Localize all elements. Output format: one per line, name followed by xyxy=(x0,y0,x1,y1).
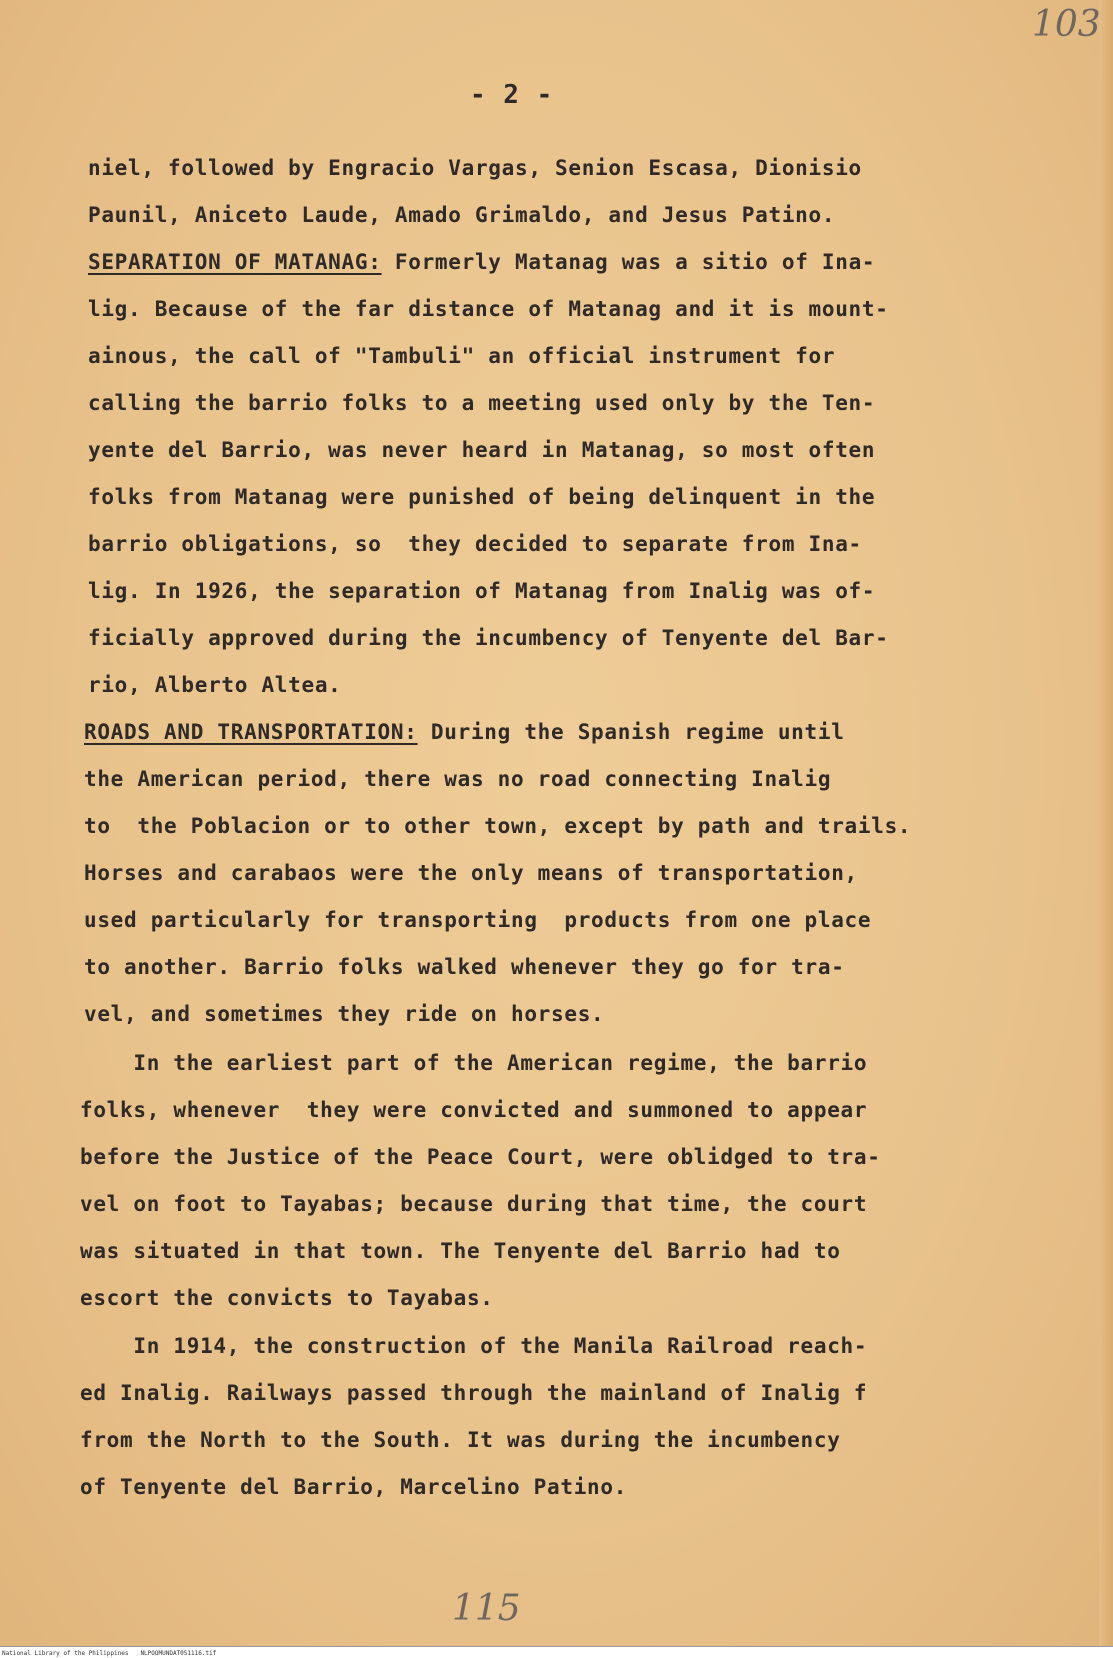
text-line: lig. In 1926, the separation of Matanag from Inalig was of- xyxy=(88,579,876,603)
text-line: to another. Barrio folks walked whenever they go for tra- xyxy=(84,955,845,979)
text-line xyxy=(88,250,875,274)
text-line: escort the convicts to Tayabas. xyxy=(80,1286,494,1310)
text-line: was situated in that town. The Tenyente del Barrio had to xyxy=(80,1239,841,1263)
handwritten-page-number-bottom: 115 xyxy=(452,1588,521,1629)
handwritten-page-number-top: 103 xyxy=(1032,4,1101,45)
text-line: the American period, there was no road connecting Inalig xyxy=(84,767,832,791)
text-line: In 1914, the construction of the Manila Railroad reach- xyxy=(80,1334,868,1358)
text-line: from the North to the South. It was during the incumbency xyxy=(80,1428,841,1452)
text-line: folks from Matanag were punished of being delinquent in the xyxy=(88,485,876,509)
text-line: barrio obligations, so they decided to separate from Ina- xyxy=(88,532,862,556)
footer-library: National Library of the Philippines xyxy=(2,1649,129,1657)
section-heading-separation: SEPARATION OF MATANAG: xyxy=(88,250,382,274)
scan-footer xyxy=(0,1646,1113,1658)
text-line: rio, Alberto Altea. xyxy=(88,673,342,697)
text-line: yente del Barrio, was never heard in Matanag, so most often xyxy=(88,438,876,462)
text-line: vel, and sometimes they ride on horses. xyxy=(84,1002,605,1026)
text-line: niel, followed by Engracio Vargas, Senion Escasa, Dionisio xyxy=(88,156,862,180)
text-span: Formerly Matanag was a sitio of Ina- xyxy=(381,250,876,274)
text-line: Horses and carabaos were the only means of transportation, xyxy=(84,861,858,885)
text-line: of Tenyente del Barrio, Marcelino Patino. xyxy=(80,1475,628,1499)
section-heading-roads: ROADS AND TRANSPORTATION: xyxy=(84,720,418,744)
footer-file: NLPOOMUNDAT051116.tif xyxy=(140,1649,217,1657)
text-line xyxy=(84,720,845,744)
text-line: ed Inalig. Railways passed through the mainland of Inalig f xyxy=(80,1381,868,1405)
text-line: Paunil, Aniceto Laude, Amado Grimaldo, and Jesus Patino. xyxy=(88,203,836,227)
page-header-number: - 2 - xyxy=(470,80,554,110)
text-line: before the Justice of the Peace Court, were oblidged to tra- xyxy=(80,1145,881,1169)
page-edge-shadow xyxy=(1099,0,1113,1658)
text-line: used particularly for transporting products from one place xyxy=(84,908,872,932)
text-line: ainous, the call of "Tambuli" an official instrument for xyxy=(88,344,836,368)
text-line: vel on foot to Tayabas; because during that time, the court xyxy=(80,1192,868,1216)
text-line: to the Poblacion or to other town, except by path and trails. xyxy=(84,814,912,838)
text-line: ficially approved during the incumbency of Tenyente del Bar- xyxy=(88,626,889,650)
text-span: During the Spanish regime until xyxy=(417,720,845,744)
text-line: folks, whenever they were convicted and summoned to appear xyxy=(80,1098,868,1122)
text-line: lig. Because of the far distance of Matanag and it is mount- xyxy=(88,297,889,321)
text-line: calling the barrio folks to a meeting used only by the Ten- xyxy=(88,391,876,415)
text-line: In the earliest part of the American regime, the barrio xyxy=(80,1051,868,1075)
